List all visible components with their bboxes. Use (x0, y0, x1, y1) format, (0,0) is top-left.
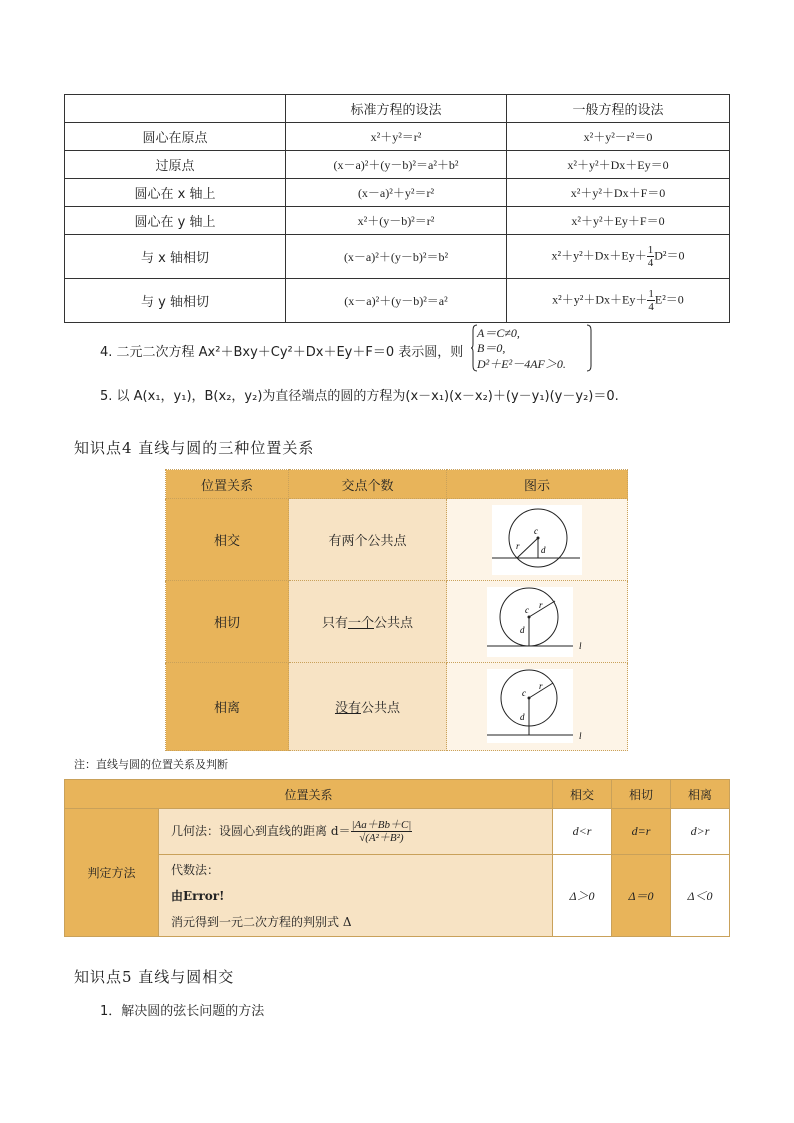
figure-label-d: d (520, 711, 525, 722)
circle-equation-table (64, 94, 730, 323)
item1-text: 1．解决圆的弦长问题的方法 (100, 1004, 265, 1019)
table3-header: 位置关系 (65, 780, 553, 809)
section-heading-5: 知识点5 直线与圆相交 (74, 968, 235, 986)
fraction (647, 288, 655, 313)
table1-standard-form: (x－a)²＋(y－b)²＝b² (286, 235, 507, 279)
distance-fraction (351, 819, 413, 844)
table1-standard-form: (x－a)²＋(y－b)²＝a² (286, 279, 507, 323)
table2-header: 交点个数 (289, 470, 447, 499)
table1-general-form: x²＋y²－r²＝0 (507, 123, 730, 151)
table1-row-label: 过原点 (65, 151, 286, 179)
algebraic-method (159, 855, 553, 937)
intersection-count (289, 581, 447, 663)
count-underlined: 一个 (347, 616, 374, 631)
table1-standard-form: (x－a)²＋(y－b)²＝a²＋b² (286, 151, 507, 179)
intersection-count: 有两个公共点 (289, 499, 447, 581)
table2-header: 位置关系 (166, 470, 289, 499)
table2-header: 图示 (447, 470, 628, 499)
table1-header-empty (65, 95, 286, 123)
figure-label-l: l (579, 730, 582, 741)
figure-label-c: c (525, 604, 529, 615)
judgement-table (64, 779, 730, 937)
fraction-numerator: 1 (648, 288, 654, 300)
item4-text: 4. 二元二次方程 Ax²＋Bxy＋Cy²＋Dx＋Ey＋F＝0 表示圆，则 (100, 345, 464, 360)
table3-header: 相交 (553, 780, 612, 809)
table1-general-form: x²＋y²＋Dx＋F＝0 (507, 179, 730, 207)
table1-standard-form: x²＋(y－b)²＝r² (286, 207, 507, 235)
fraction-denominator: 4 (647, 257, 654, 269)
section-heading-4: 知识点4 直线与圆的三种位置关系 (74, 439, 315, 457)
condition-line: A＝C≠0, (477, 326, 520, 340)
count-text: 只有 (321, 616, 348, 631)
table3-header: 相离 (671, 780, 730, 809)
item5-text: 5. 以 A(x₁，y₁)，B(x₂，y₂)为直径端点的圆的方程为(x－x₁)(x－x₂)＋(y－y₁)(y－y₂)＝0. (100, 389, 619, 404)
relation-label: 相切 (166, 581, 289, 663)
table1-standard-form: (x－a)²＋y²＝r² (286, 179, 507, 207)
table1-general-form: x²＋y²＋Dx＋Ey＝0 (507, 151, 730, 179)
geometric-result: d=r (612, 809, 671, 855)
figure-label-r: r (539, 599, 543, 610)
table1-row-label: 圆心在原点 (65, 123, 286, 151)
table1-standard-form: x²＋y²＝r² (286, 123, 507, 151)
geometric-result: d>r (671, 809, 730, 855)
algebraic-result: Δ＝0 (612, 855, 671, 937)
count-text: 公共点 (361, 701, 401, 716)
figure-cell (447, 499, 628, 581)
geometric-result: d<r (553, 809, 612, 855)
fraction-numerator: 1 (647, 244, 654, 256)
algebraic-line: 代数法： (171, 862, 220, 877)
intersection-count (289, 663, 447, 751)
formula-part: E²＝0 (654, 292, 684, 307)
condition-line: D²＋E²－4AF＞0. (477, 357, 566, 371)
table3-header: 相切 (612, 780, 671, 809)
figure-label-d: d (520, 624, 525, 635)
fraction-denominator: √(A²＋B²) (359, 832, 404, 844)
condition-line: B＝0, (477, 341, 506, 355)
table1-header-standard: 标准方程的设法 (286, 95, 507, 123)
algebraic-result: Δ＞0 (553, 855, 612, 937)
note-text: 注：直线与圆的位置关系及判断 (74, 758, 228, 771)
figure-cell (447, 581, 628, 663)
algebraic-result: Δ＜0 (671, 855, 730, 937)
separate-circle-figure (487, 669, 587, 745)
geometric-method (159, 809, 553, 855)
count-underlined: 没有 (334, 701, 361, 716)
figure-label-l: l (579, 640, 582, 651)
table1-row-label: 圆心在 x 轴上 (65, 179, 286, 207)
table1-general-form: x²＋y²＋Ey＋F＝0 (507, 207, 730, 235)
fraction-denominator: 4 (648, 301, 654, 313)
relation-label: 相交 (166, 499, 289, 581)
table1-row-label: 圆心在 y 轴上 (65, 207, 286, 235)
figure-label-d: d (541, 544, 546, 555)
figure-label-r: r (539, 680, 543, 691)
figure-label-c: c (522, 687, 526, 698)
intersecting-circle-figure (492, 505, 582, 575)
tangent-circle-figure (487, 587, 587, 657)
item4-conditions (471, 324, 593, 372)
algebraic-line: 消元得到一元二次方程的判别式 Δ (171, 914, 352, 929)
method-label: 判定方法 (65, 809, 159, 937)
fraction-numerator: |Aa＋Bb＋C| (351, 819, 412, 831)
formula-part: D²＝0 (654, 248, 685, 263)
figure-cell (447, 663, 628, 751)
count-text: 公共点 (374, 616, 414, 631)
table1-header-general: 一般方程的设法 (507, 95, 730, 123)
geometric-text: 几何法：设圆心到直线的距离 d＝ (171, 824, 351, 838)
formula-part: x²＋y²＋Dx＋Ey＋ (552, 292, 648, 307)
table1-general-form (507, 279, 730, 323)
algebraic-line: 由Error! (171, 888, 225, 903)
formula-part: x²＋y²＋Dx＋Ey＋ (551, 248, 647, 263)
figure-label-c: c (534, 525, 538, 536)
table1-row-label: 与 y 轴相切 (65, 279, 286, 323)
table1-row-label: 与 x 轴相切 (65, 235, 286, 279)
figure-label-r: r (516, 540, 520, 551)
relation-label: 相离 (166, 663, 289, 751)
line-circle-relation-table (165, 469, 628, 751)
table1-general-form (507, 235, 730, 279)
